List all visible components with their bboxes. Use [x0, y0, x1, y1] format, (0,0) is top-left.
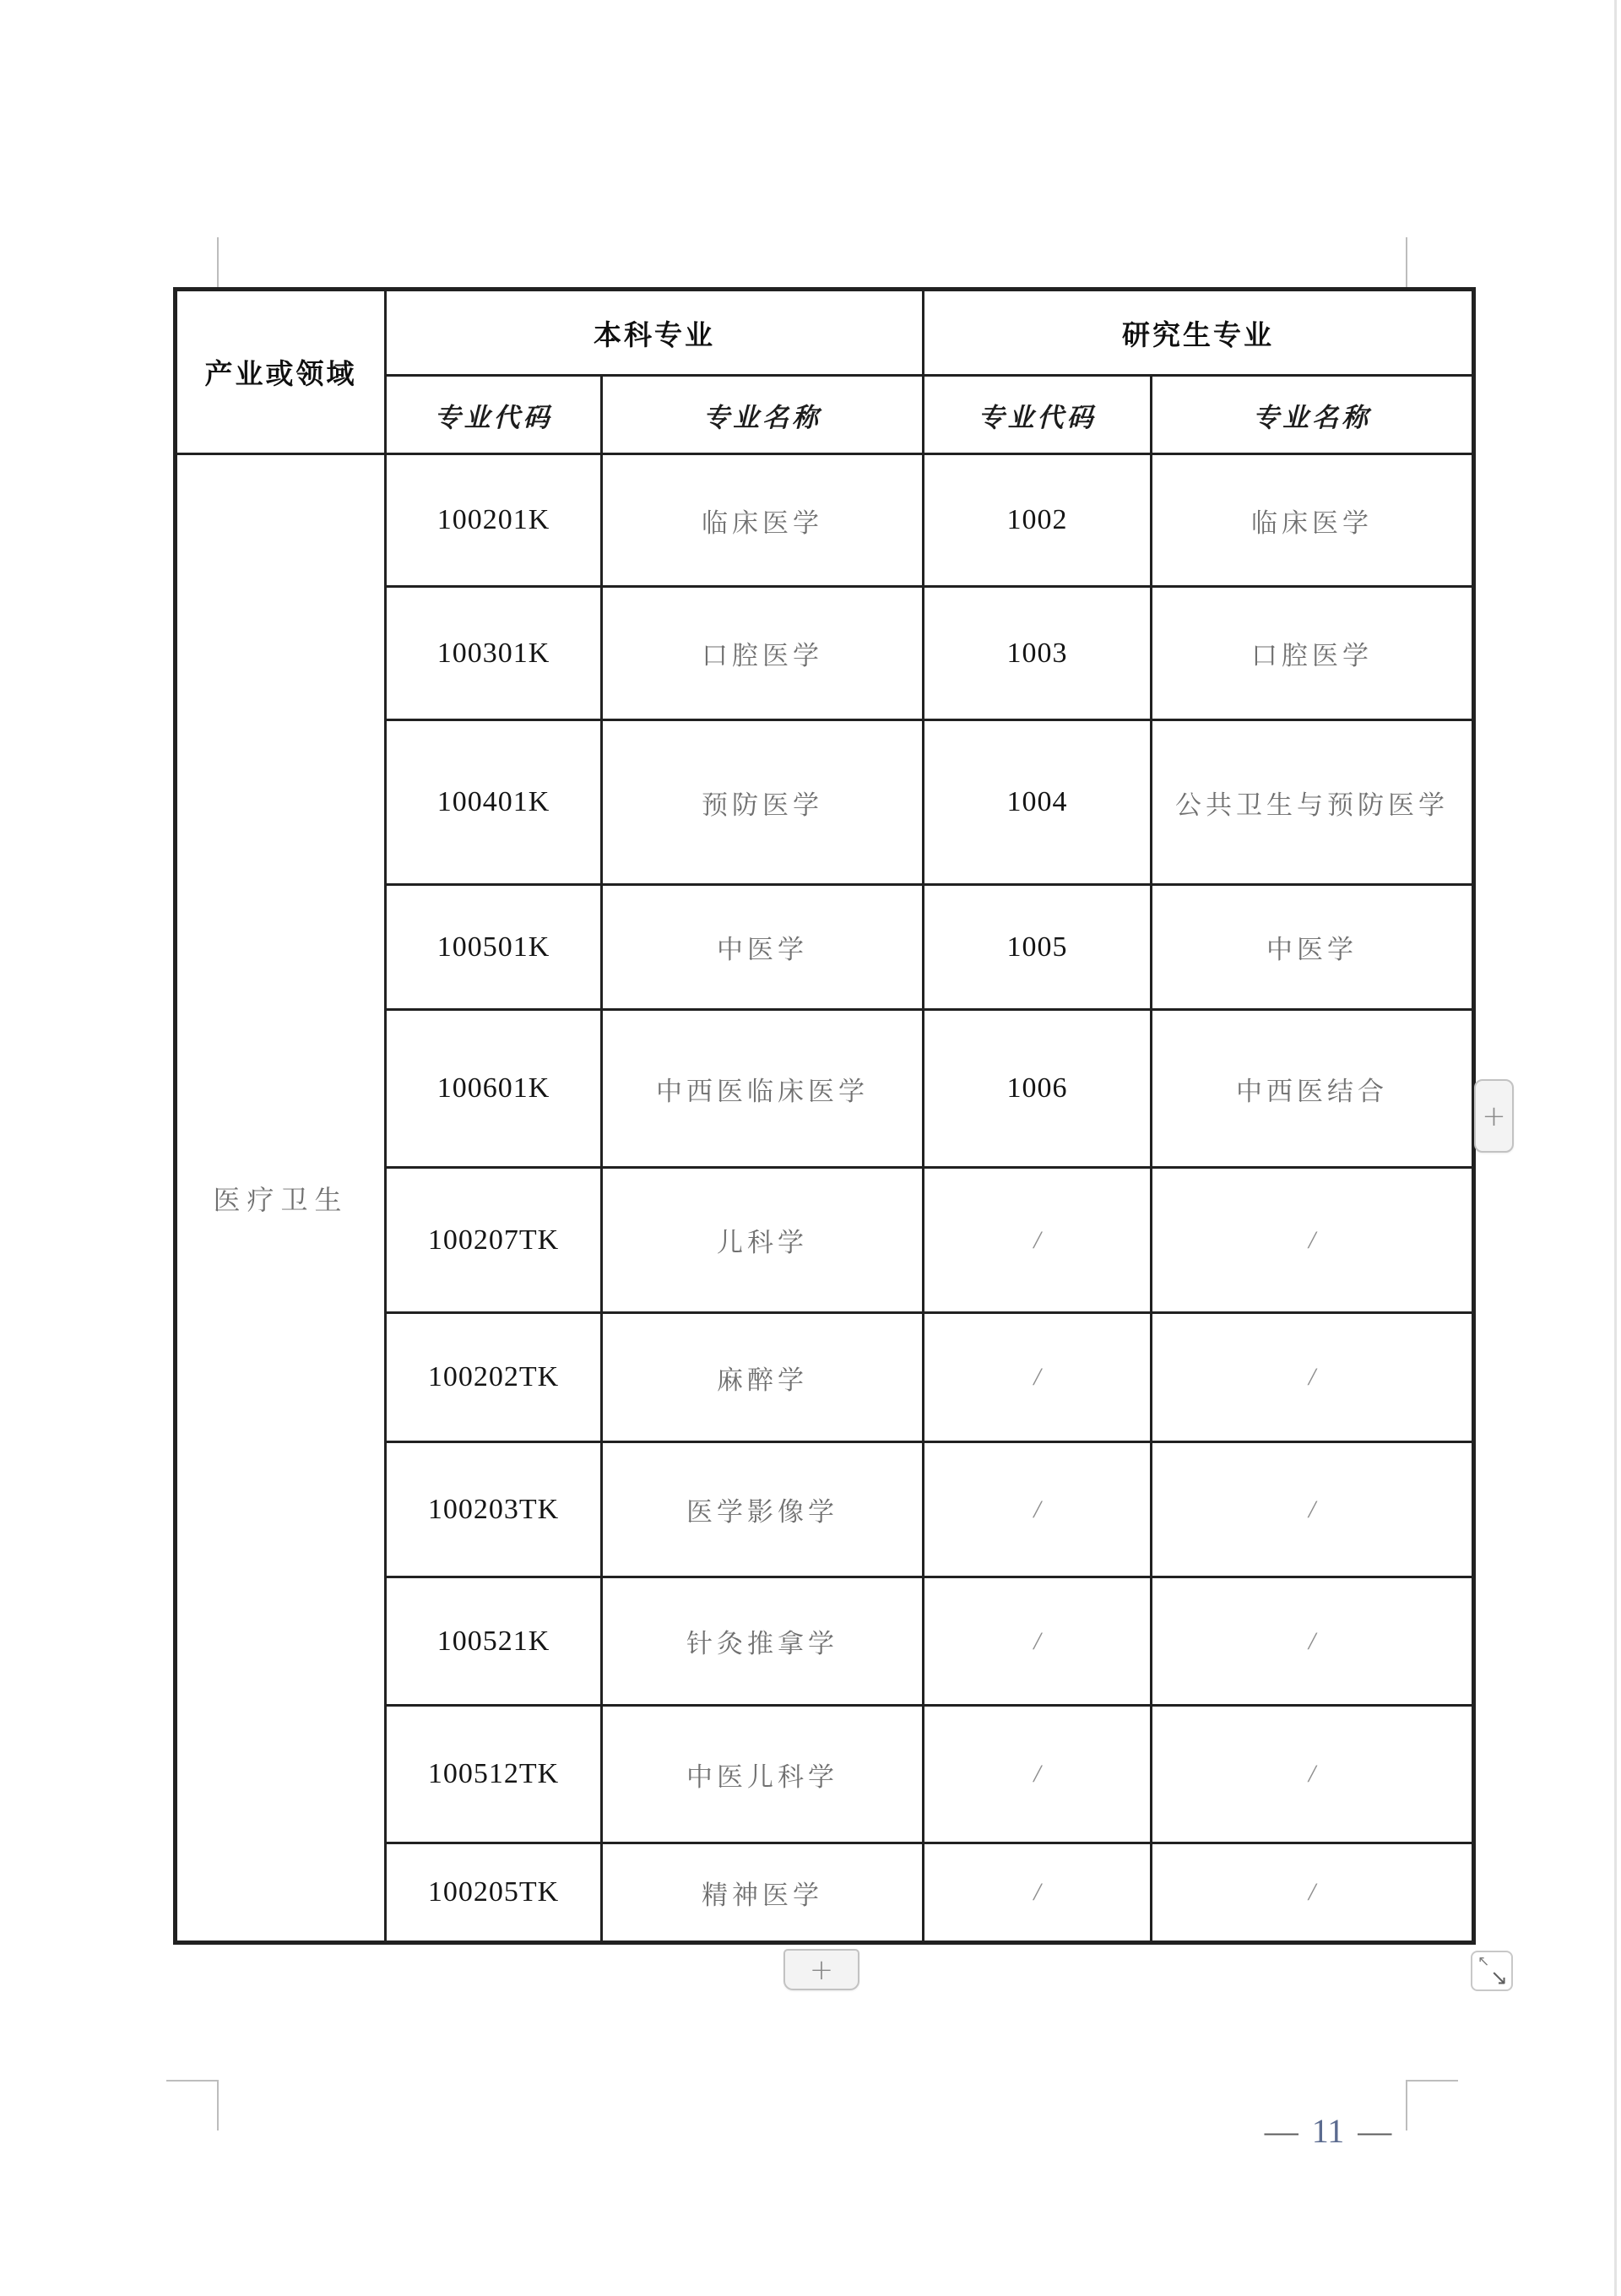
- ug-code-cell[interactable]: 100601K: [386, 1010, 602, 1168]
- pg-name-cell[interactable]: 中西医结合: [1152, 1010, 1474, 1168]
- pg-code-cell[interactable]: /: [924, 1313, 1152, 1442]
- header-pg-code[interactable]: 专业代码: [924, 376, 1152, 454]
- pg-code-cell[interactable]: 1006: [924, 1010, 1152, 1168]
- margin-mark-bottom-left-v: [217, 2080, 219, 2130]
- table-body: [176, 454, 1474, 1943]
- page-number-left-dash: —: [1264, 2112, 1298, 2150]
- pg-code-cell[interactable]: 1003: [924, 587, 1152, 720]
- header-ug-name[interactable]: 专业名称: [602, 376, 924, 454]
- ug-name-cell[interactable]: 中医儿科学: [602, 1706, 924, 1843]
- page-number-right-dash: —: [1358, 2112, 1392, 2150]
- header-undergrad-group[interactable]: 本科专业: [386, 290, 924, 376]
- ug-code-cell[interactable]: 100201K: [386, 454, 602, 587]
- margin-mark-bottom-left: [166, 2080, 219, 2082]
- ug-name-cell[interactable]: 中医学: [602, 885, 924, 1010]
- insert-row-button[interactable]: [783, 1949, 859, 1990]
- header-pg-name[interactable]: 专业名称: [1152, 376, 1474, 454]
- header-ug-code[interactable]: 专业代码: [386, 376, 602, 454]
- header-industry[interactable]: 产业或领域: [176, 290, 386, 454]
- ug-name-cell[interactable]: 麻醉学: [602, 1313, 924, 1442]
- pg-name-cell[interactable]: 临床医学: [1152, 454, 1474, 587]
- pg-code-cell[interactable]: /: [924, 1843, 1152, 1943]
- ug-code-cell[interactable]: 100512TK: [386, 1706, 602, 1843]
- plus-icon: +: [809, 1952, 834, 1987]
- ug-name-cell[interactable]: 医学影像学: [602, 1442, 924, 1577]
- ug-name-cell[interactable]: 中西医临床医学: [602, 1010, 924, 1168]
- majors-table[interactable]: [173, 287, 1476, 1945]
- arrow-northwest-icon: ↖: [1477, 1953, 1490, 1970]
- table-header: [176, 290, 1474, 454]
- pg-code-cell[interactable]: 1004: [924, 720, 1152, 885]
- ug-name-cell[interactable]: 儿科学: [602, 1168, 924, 1313]
- ug-code-cell[interactable]: 100301K: [386, 587, 602, 720]
- pg-name-cell[interactable]: /: [1152, 1706, 1474, 1843]
- pg-code-cell[interactable]: 1002: [924, 454, 1152, 587]
- pg-name-cell[interactable]: /: [1152, 1843, 1474, 1943]
- pg-name-cell[interactable]: /: [1152, 1442, 1474, 1577]
- ug-code-cell[interactable]: 100202TK: [386, 1313, 602, 1442]
- pg-name-cell[interactable]: /: [1152, 1313, 1474, 1442]
- ug-name-cell[interactable]: 预防医学: [602, 720, 924, 885]
- page-number: [1206, 2111, 1450, 2151]
- insert-column-button[interactable]: [1474, 1079, 1514, 1153]
- table-row: [176, 454, 1474, 587]
- margin-mark-top-left: [217, 237, 219, 288]
- arrow-southeast-icon: ↘: [1490, 1965, 1508, 1989]
- pg-name-cell[interactable]: 中医学: [1152, 885, 1474, 1010]
- header-group-row: [176, 290, 1474, 376]
- margin-mark-top-right: [1406, 237, 1407, 288]
- ug-code-cell[interactable]: 100207TK: [386, 1168, 602, 1313]
- canvas-right-edge: [1614, 0, 1617, 2296]
- ug-code-cell[interactable]: 100205TK: [386, 1843, 602, 1943]
- pg-code-cell[interactable]: 1005: [924, 885, 1152, 1010]
- pg-name-cell[interactable]: /: [1152, 1168, 1474, 1313]
- ug-code-cell[interactable]: 100521K: [386, 1577, 602, 1706]
- page-number-value: 11: [1311, 2112, 1345, 2150]
- ug-code-cell[interactable]: 100203TK: [386, 1442, 602, 1577]
- ug-name-cell[interactable]: 精神医学: [602, 1843, 924, 1943]
- pg-name-cell[interactable]: 公共卫生与预防医学: [1152, 720, 1474, 885]
- ug-name-cell[interactable]: 临床医学: [602, 454, 924, 587]
- pg-code-cell[interactable]: /: [924, 1577, 1152, 1706]
- header-graduate-group[interactable]: 研究生专业: [924, 290, 1474, 376]
- pg-name-cell[interactable]: 口腔医学: [1152, 587, 1474, 720]
- ug-code-cell[interactable]: 100501K: [386, 885, 602, 1010]
- ug-name-cell[interactable]: 针灸推拿学: [602, 1577, 924, 1706]
- pg-code-cell[interactable]: /: [924, 1168, 1152, 1313]
- pg-code-cell[interactable]: /: [924, 1442, 1152, 1577]
- pg-code-cell[interactable]: /: [924, 1706, 1152, 1843]
- ug-name-cell[interactable]: 口腔医学: [602, 587, 924, 720]
- pg-name-cell[interactable]: /: [1152, 1577, 1474, 1706]
- plus-icon: +: [1482, 1099, 1506, 1133]
- margin-mark-bottom-right: [1406, 2080, 1458, 2082]
- ug-code-cell[interactable]: 100401K: [386, 720, 602, 885]
- expand-table-button[interactable]: [1471, 1951, 1513, 1991]
- industry-cell[interactable]: 医疗卫生: [176, 454, 386, 1943]
